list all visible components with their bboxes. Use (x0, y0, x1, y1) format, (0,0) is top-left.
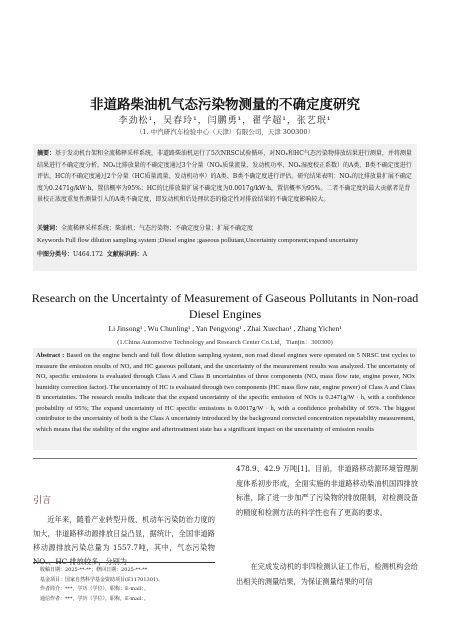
keywords-chinese (37, 224, 415, 234)
keywords-chinese-label: 关键词： (37, 225, 62, 232)
keywords-english: Keywords Full flow dilution sampling system ;Diesel engine ;gaseous pollutant,Uncertainty component;expand uncertainty (37, 237, 359, 244)
title-english-line-1: Research on the Uncertainty of Measurement of Gaseous Pollutants in Non-road (31, 291, 419, 305)
abstract-english-label: Abstract : (36, 352, 65, 359)
section-divider (33, 458, 417, 459)
title-chinese: 非道路柴油机气态污染物测量的不确定度研究 (90, 97, 360, 113)
intro-left-column: 近年来，随着产业转型升级、机动车污染防治力度的加大，非道路移动源排放日益凸显，据统计，全国非道路移动源排放污染总量为 1557.7吨，其中，气态污染物 NOₓ、HC 排放较多，分别为 (33, 515, 215, 566)
affiliation-chinese: （1. 中汽研汽车检验中心（天津）有限公司，天津 300300） (135, 128, 315, 136)
classification-label: 中图分类号： (37, 251, 74, 258)
intro-heading: 引言 (33, 496, 52, 506)
keywords-chinese-text: 全流稀释采样系统；柴油机；气态污染物；不确定度分量；扩展不确定度 (61, 225, 254, 232)
footnote-corresponding-author: 通信作者：***，学历（学位），职称，E-mail：。 (40, 595, 149, 602)
authors-english: Li Jinsong¹ , Wu Chunling¹ , Yan Pengyong¹ , Zhai Xuechao¹ , Zhang Yichen¹ (108, 324, 342, 333)
abstract-chinese-label: 摘要： (37, 150, 56, 157)
footnote-author-bio: 作者简介：***，学历（学位），职称；E-mail：。 (40, 586, 149, 592)
document-code: A (142, 251, 148, 258)
title-english-line-2: Diesel Engines (188, 307, 262, 321)
title-english (25, 290, 425, 322)
affiliation-english: (1.China Automotive Technology and Research Center Co.Ltd，Tianjin：300300) (117, 339, 333, 346)
footnote (40, 566, 220, 604)
footnote-divider (33, 562, 215, 563)
classification-code: U464.172 (73, 251, 103, 258)
abstract-english-text: Based on the engine bench and full flow dilution sampling system, non road diesel engines were operated on 5 NRSC test cycles to measure the emission results of NOₓ and HC gaseous pollutant, and the uncertainty of the measurement results was analyzed. The uncertainty of NOₓ specific emissions is evaluated through Class A and Class B uncertainties of three components (NOₓ mass flow rate, engine power, NOx humidity correction factor). The uncertainty of HC is evaluated through two components (HC mass flow rate, engine power) of Class A and Class B uncertainties. The research results indicate that the expand uncertainty of the specific emission of NOx is 0.2471g/W · h, with a confidence probability of 95%; The expand uncertainty of HC specific emissions is 0.0017g/W · h, with a confidence probability of 95%. The biggest contributor to the uncertainty of both is the Class A uncertainty introduced by the background corrected concentration repeatability measurement, which means that the stability of the engine and aftertreatment state has a significant impact on the uncertainty of emission results (36, 352, 416, 433)
classification-line (37, 249, 415, 258)
authors-chinese: 李劲松¹，吴春玲¹，闫鹏勇¹，翟学超¹，张艺珉¹ (118, 116, 332, 126)
abstract-chinese (37, 148, 415, 206)
footnote-funding: 基金项目：国家自然科学基金资助项目(E11701301)。 (40, 576, 164, 583)
document-code-label: 文献标识码： (106, 251, 143, 258)
intro-right-paragraph-2: 在完成发动机的非四检测认证工作后，检测机构会给出相关的测量结果，为保证测量结果的可信 (236, 562, 418, 586)
abstract-chinese-text: 基于发动机台架和全流稀释采样系统，非道路柴油机运行了5次NRSC试验循环，对NOₓ和HC气态污染物排放结果进行测量，并将测量结果进行不确定度分析。NOₓ比排放量的不确定度通过3个分量（NOₓ质量流量、发动机功率、NOₓ湿度校正系数）的A类、B类不确定度进行评估，HC的不确定度通过2个分量（HC质量流量、发动机功率）的A类、B类不确定度进行评估。研究结果表明：NOₓ的比排放量扩展不确定度为0.2471g/kW·h，置信概率为95%；HC的比排放量扩展不确定度为0.0017g/kW·h，置信概率为95%。二者不确定度的最大贡献者是背景校正浓度重复性测量引入的A类不确定度，即发动机和后处理状态的稳定性对排放结果的不确定度影响较大。 (37, 150, 412, 203)
intro-right-paragraph-1: 478.9、42.9 万吨[1]。目前，非道路移动源环境管理制度体系初步形成，全面实施的非道路移动柴油机国四排放标准，除了进一步加严了污染物的排放限制，对检测设备的精度和检测方法的科学性也有了更高的要求。 (236, 464, 418, 517)
footnote-received-date: 收稿日期：2025-**-**；修回日期：2025-**-** (40, 567, 148, 573)
abstract-english (36, 351, 415, 435)
